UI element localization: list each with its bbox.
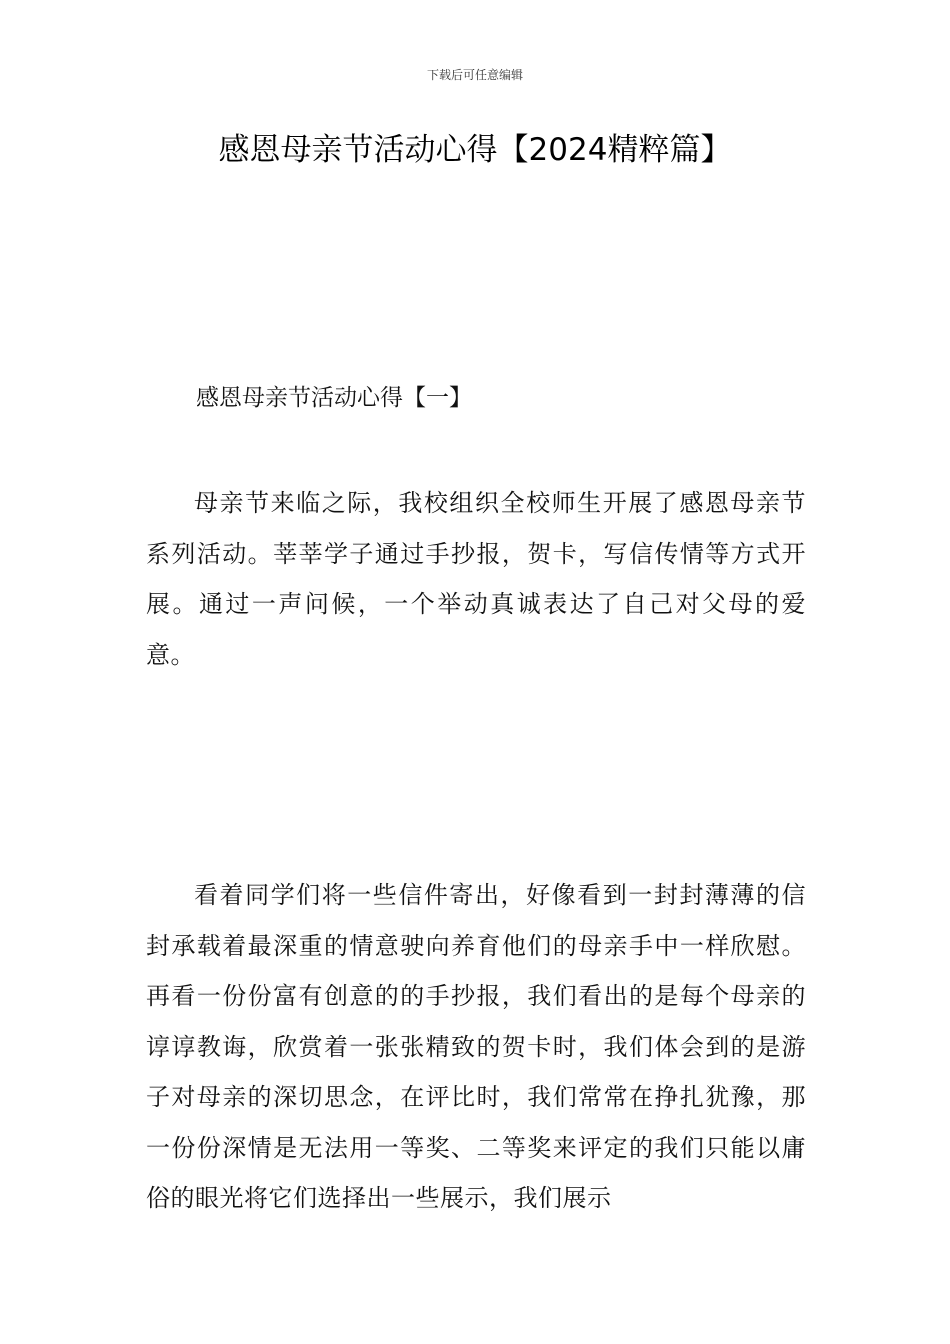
header-note: 下载后可任意编辑 xyxy=(426,68,523,82)
paragraph-1: 母亲节来临之际，我校组织全校师生开展了感恩母亲节系列活动。莘莘学子通过手抄报，贺卡，写信传情等方式开展。通过一声问候，一个举动真诚表达了自己对父母的爱意。 xyxy=(146,489,806,669)
paragraph-2: 看着同学们将一些信件寄出，好像看到一封封薄薄的信封承载着最深重的情意驶向养育他们的母亲手中一样欣慰。再看一份份富有创意的的手抄报，我们看出的是每个母亲的谆谆教诲，欣赏着一张张精致的贺卡时，我们体会到的是游子对母亲的深切思念，在评比时，我们常常在挣扎犹豫，那一份份深情是无法用一等奖、二等奖来评定的我们只能以庸俗的眼光将它们选择出一些展示，我们展示 xyxy=(146,881,806,1212)
document-title: 感恩母亲节活动心得【2024精粹篇】 xyxy=(218,132,732,168)
section-heading: 感恩母亲节活动心得【一】 xyxy=(196,385,472,411)
